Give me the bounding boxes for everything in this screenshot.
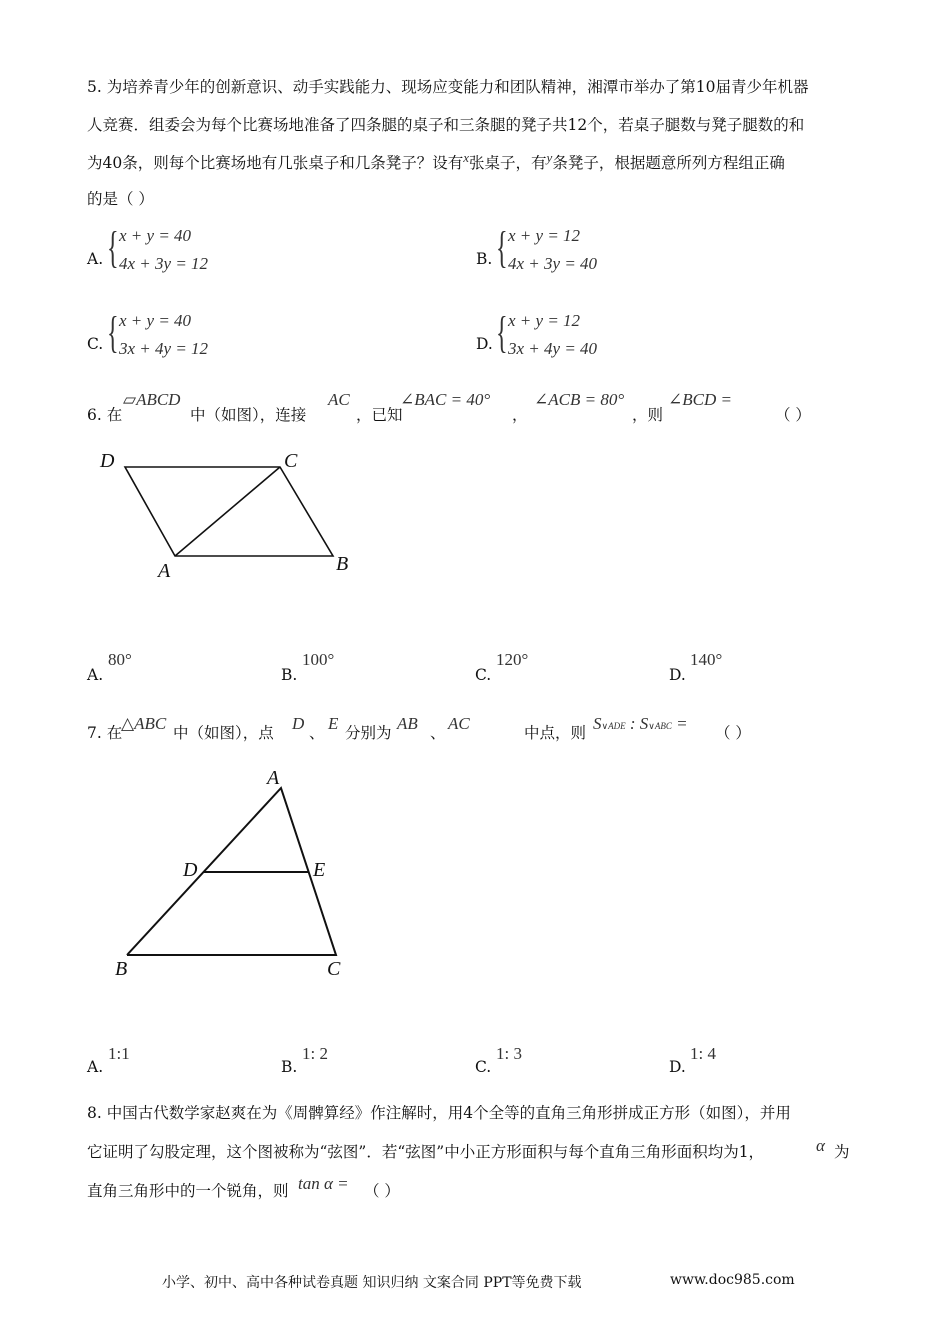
q8-line-1: 8. 中国古代数学家赵爽在为《周髀算经》作注解时，用4个全等的直角三角形拼成正方形（如图），并用 — [87, 1104, 791, 1122]
equation-2: 3x + 4y = 40 — [508, 339, 598, 358]
option-value: 1:1 — [108, 1044, 130, 1063]
option-label: D. — [476, 335, 493, 353]
q5-line-3-text-c: 条凳子，根据题意所列方程组正确 — [552, 154, 785, 172]
q7-stem — [87, 714, 887, 744]
vertex-label-a: A — [267, 767, 280, 789]
q7-answer-paren: （ ） — [715, 724, 751, 742]
q6-angle-bcd: ∠BCD = — [668, 390, 732, 409]
q7-text-5: 中点，则 — [524, 724, 587, 742]
option-value: 1: 3 — [496, 1044, 522, 1063]
q8-tan-alpha: tan α = — [298, 1174, 349, 1193]
brace-symbol: { — [107, 308, 119, 357]
q5-line-1: 5. 为培养青少年的创新意识、动手实践能力、现场应变能力和团队精神，湘潭市举办了第10届青少年机器 — [87, 78, 809, 96]
equation-2: 3x + 4y = 12 — [119, 339, 209, 358]
q7-segment-ab: AB — [397, 714, 418, 733]
vertex-label-b: B — [115, 958, 128, 980]
vertex-label-b: B — [336, 553, 349, 575]
option-value: 120° — [496, 650, 529, 669]
q5-line-4: 的是（ ） — [87, 190, 154, 208]
parallelogram-outline — [125, 467, 333, 556]
q8-line-2-end: 为 — [834, 1143, 850, 1161]
q5-line-2: 人竞赛．组委会为每个比赛场地准备了四条腿的桌子和三条腿的凳子共12个，若桌子腿数与凳子腿数的和 — [87, 116, 805, 134]
q5-var-x: x — [463, 150, 470, 165]
q5-line-3-text-a: 为40条，则每个比赛场地有几张桌子和几条凳子？设有 — [87, 154, 464, 172]
q6-answer-paren: （ ） — [775, 406, 811, 424]
equation-2: 4x + 3y = 12 — [119, 254, 209, 273]
q6-text-2: ，已知 — [356, 406, 403, 424]
option-label: A. — [87, 1058, 104, 1076]
option-label: D. — [669, 1058, 686, 1076]
vertex-label-c: C — [284, 450, 298, 472]
diagonal-ac — [175, 467, 280, 556]
q6-segment-ac: AC — [328, 390, 350, 409]
option-label: C. — [475, 1058, 492, 1076]
q6-text-1: 中（如图），连接 — [190, 406, 307, 424]
equation-1: x + y = 12 — [508, 226, 581, 245]
equation-2: 4x + 3y = 40 — [508, 254, 598, 273]
vertex-label-d: D — [183, 859, 198, 881]
vertex-label-e: E — [313, 859, 326, 881]
q5-line-3 — [87, 150, 785, 173]
option-label: C. — [87, 335, 104, 353]
option-label: A. — [87, 666, 104, 684]
option-value: 100° — [302, 650, 335, 669]
option-label: B. — [281, 666, 298, 684]
vertex-label-a: A — [158, 560, 171, 582]
equation-1: x + y = 40 — [119, 226, 192, 245]
q8-line-2 — [87, 1136, 887, 1166]
q7-triangle-abc: △ABC — [121, 714, 167, 733]
q7-prefix: 7. 在 — [87, 724, 123, 742]
footer-url-link[interactable]: www.doc985.com — [670, 1272, 795, 1288]
option-value: 1: 2 — [302, 1044, 328, 1063]
q6-stem — [87, 390, 887, 424]
q7-point-e: E — [328, 714, 339, 733]
brace-symbol: { — [107, 223, 119, 272]
q7-text-2: 、 — [309, 724, 325, 742]
option-value: 1: 4 — [690, 1044, 716, 1063]
vertex-label-c: C — [327, 958, 341, 980]
q6-parallelogram-abcd: ▱ABCD — [123, 390, 181, 409]
option-label: D. — [669, 666, 686, 684]
equation-1: x + y = 12 — [508, 311, 581, 330]
brace-symbol: { — [496, 308, 508, 357]
q7-triangle-figure — [105, 760, 365, 985]
option-value: 140° — [690, 650, 723, 669]
q8-answer-paren: （ ） — [364, 1182, 400, 1200]
q6-text-4: ，则 — [632, 406, 664, 424]
q6-prefix: 6. 在 — [87, 406, 123, 424]
q8-line-3-text: 直角三角形中的一个锐角，则 — [87, 1182, 289, 1200]
q5-line-3-text-b: 张桌子，有 — [469, 154, 547, 172]
brace-symbol: { — [496, 223, 508, 272]
option-label: B. — [476, 250, 493, 268]
option-label: C. — [475, 666, 492, 684]
q7-point-d: D — [292, 714, 305, 733]
q8-line-3 — [87, 1174, 887, 1204]
q5-var-y: y — [546, 150, 553, 165]
option-label: A. — [87, 250, 104, 268]
option-value: 80° — [108, 650, 132, 669]
q8-line-2-text: 它证明了勾股定理，这个图被称为“弦图”．若“弦图”中小正方形面积与每个直角三角形面积均为1， — [87, 1143, 765, 1161]
q6-angle-acb: ∠ACB = 80° — [534, 390, 625, 409]
q6-angle-bac: ∠BAC = 40° — [400, 390, 491, 409]
option-label: B. — [281, 1058, 298, 1076]
q6-text-3: ， — [512, 406, 528, 424]
vertex-label-d: D — [100, 450, 115, 472]
q7-text-3: 分别为 — [345, 724, 392, 742]
q8-alpha: α — [816, 1136, 825, 1155]
equation-1: x + y = 40 — [119, 311, 192, 330]
q7-segment-ac: AC — [448, 714, 470, 733]
q7-text-4: 、 — [430, 724, 446, 742]
q7-area-ratio: S∨ADE : S∨ABC = — [593, 714, 688, 733]
q7-text-1: 中（如图），点 — [173, 724, 274, 742]
footer-text: 小学、初中、高中各种试卷真题 知识归纳 文案合同 PPT等免费下载 — [162, 1275, 582, 1291]
q6-parallelogram-figure — [90, 440, 370, 585]
